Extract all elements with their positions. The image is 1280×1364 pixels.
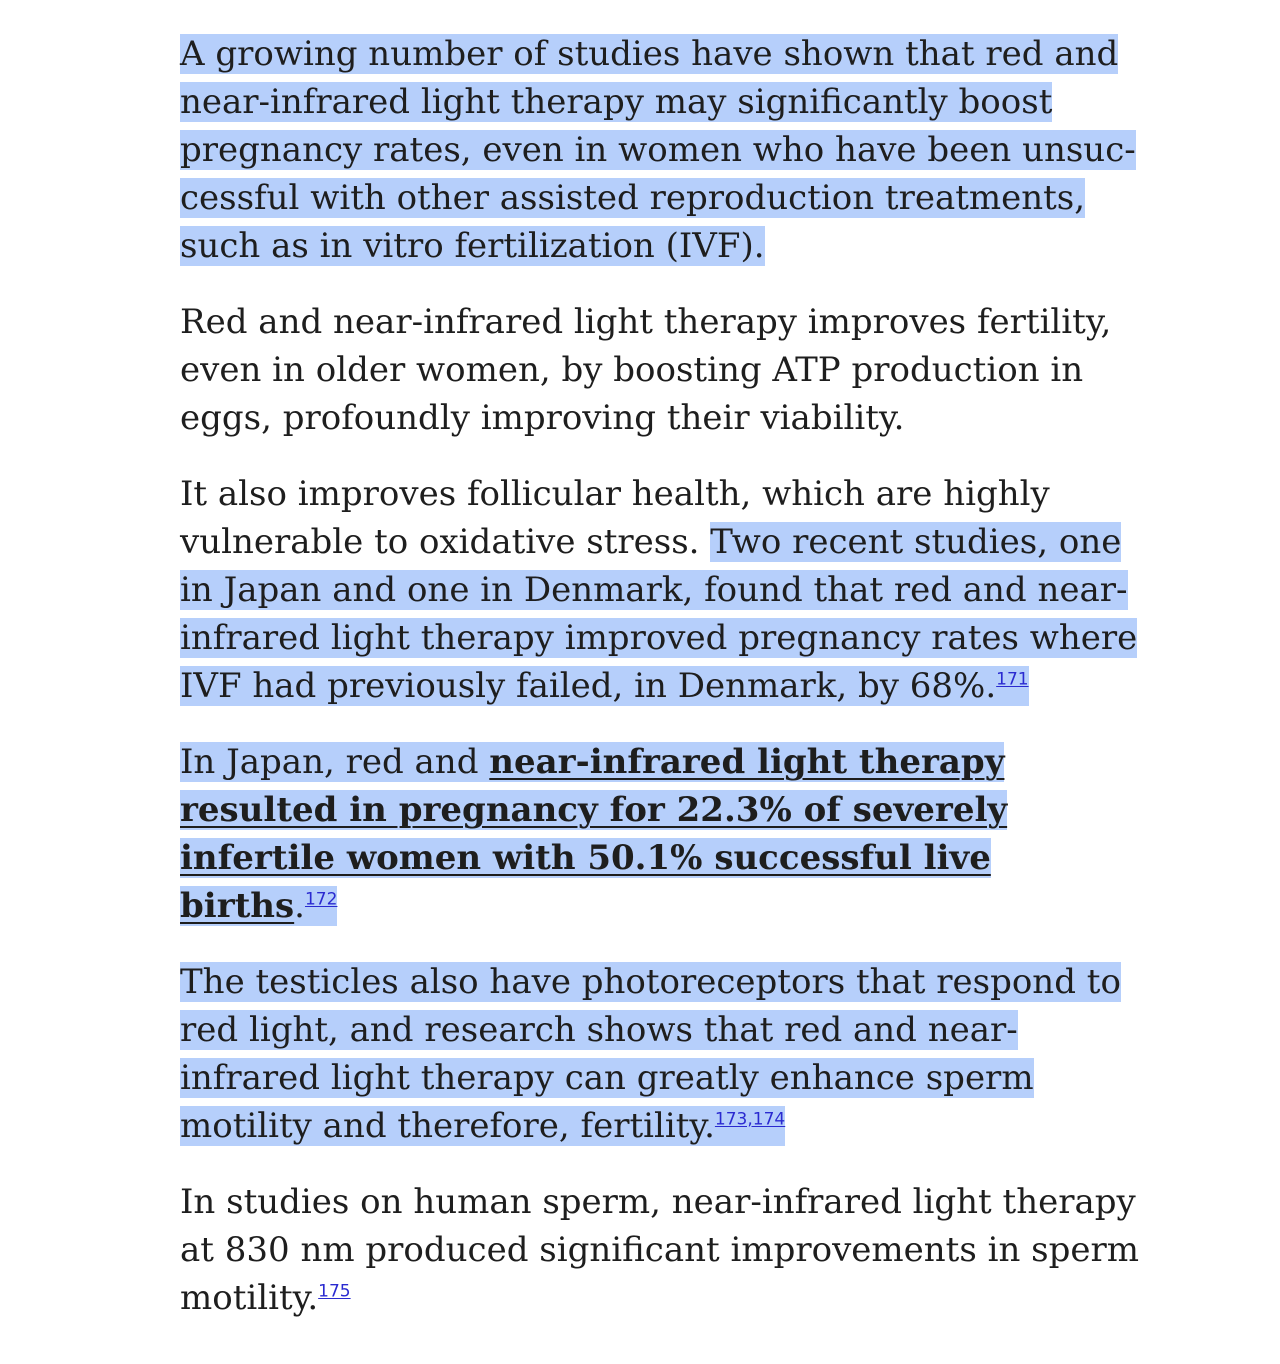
paragraph-atp-production xyxy=(180,298,1140,442)
footnote-link-172[interactable]: 172 xyxy=(304,889,338,910)
paragraph-testicles xyxy=(180,958,1140,1150)
highlighted-text: The testicles also have photoreceptors that respond to red light, and research shows that red and near-infrared light therapy can greatly enhance sperm motility and therefore, fertility.$^{173,174}$ xyxy=(180,962,1121,1146)
footnote-link-171[interactable]: 171 xyxy=(996,669,1029,690)
paragraph-ivf-studies xyxy=(180,30,1140,270)
footnote-link-175[interactable]: 175 xyxy=(318,1281,351,1302)
highlighted-text: In Japan, red and near-infrared light therapy resulted in pregnancy for 22.3% of severely infertile women with 50.1% successful live births.$^{172}$ xyxy=(180,742,1008,926)
paragraph-sperm-motility xyxy=(180,1178,1140,1322)
paragraph-follicular-health xyxy=(180,470,1140,710)
highlighted-text: Two recent studies, one in Japan and one in Denmark, found that red and near-infrared light therapy improved pregnancy rates where IVF had previously failed, in Denmark, by 68%.$^{171}$ xyxy=(180,522,1138,706)
footnote-link-173-174[interactable]: 173,174 xyxy=(714,1109,786,1130)
paragraph-text: In studies on human sperm, near-infrared light therapy at 830 nm produced significant improvements in sperm motility. xyxy=(180,1182,1140,1318)
study-link[interactable]: near-infrared light therapy resulted in pregnancy for 22.3% of severely infertile women with 50.1% successful live births xyxy=(180,742,1008,926)
highlighted-text: A growing number of studies have shown that red and near-infrared light therapy may significantly boost pregnancy rates, even in women who have been unsuccessful with other assisted reproduction treatments, such as in vitro fertilization (IVF). xyxy=(180,34,1136,266)
paragraph-text: It also improves follicular health, which are highly vulnerable to oxidative stress. xyxy=(180,474,1050,562)
paragraph-japan-study xyxy=(180,738,1140,930)
paragraph-text: Red and near-infrared light therapy improves fertility, even in older women, by boosting ATP production in eggs, profoundly improving their viability. xyxy=(180,302,1112,438)
article-body xyxy=(180,30,1140,1350)
